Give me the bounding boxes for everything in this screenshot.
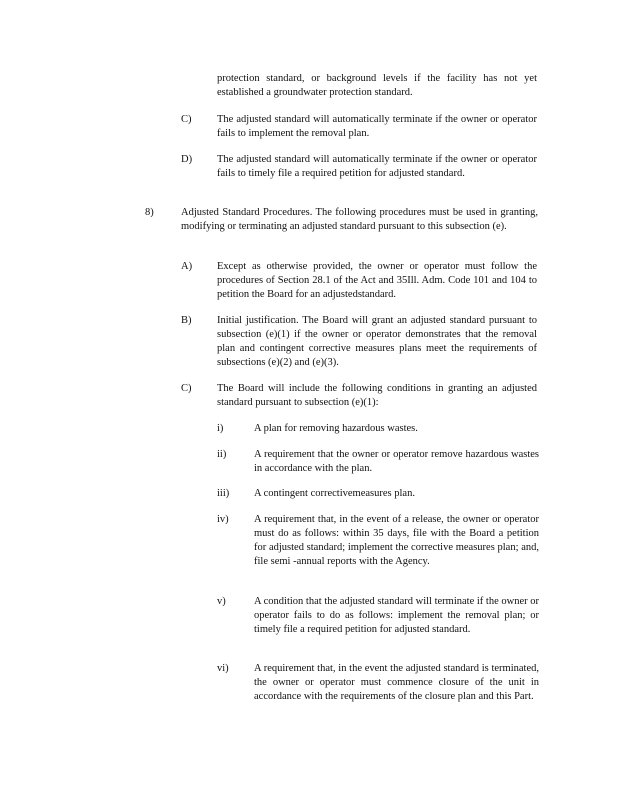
subitem-marker: iii) — [217, 488, 230, 499]
item-marker: C) — [181, 114, 192, 125]
subitem-text: A requirement that the owner or operator remove hazardous wastes in accordance with the plan. — [254, 449, 539, 474]
subitem-text: A condition that the adjusted standard will terminate if the owner or operator fails to do as follows: implement the removal plan; or timely file a required petition for adjusted standard. — [254, 596, 539, 635]
subitem-marker: v) — [217, 596, 226, 607]
subitem-marker: ii) — [217, 449, 227, 460]
item-text: The adjusted standard will automatically terminate if the owner or operator fails to implement the removal plan. — [217, 114, 537, 139]
subitem-text: A contingent correctivemeasures plan. — [254, 488, 415, 499]
subitem-marker: iv) — [217, 514, 229, 525]
subitem-text: A requirement that, in the event of a release, the owner or operator must do as follows: within 35 days, file with the Board a petition for adjusted standard; implement the corrective measures plan; and, file semi -annual reports with the Agency. — [254, 514, 539, 567]
item-text: Except as otherwise provided, the owner or operator must follow the procedures of Section 28.1 of the Act and 35Ill. Adm. Code 101 and 104 to petition the Board for an adjustedstandard. — [217, 261, 537, 300]
item-marker: D) — [181, 154, 193, 165]
item-text: The Board will include the following conditions in granting an adjusted standard pursuant to subsection (e)(1): — [217, 383, 537, 408]
subitem-marker: i) — [217, 423, 224, 434]
subitem-text: A requirement that, in the event the adjusted standard is terminated, the owner or operator must commence closure of the unit in accordance with the requirements of the closure plan and this Part. — [254, 663, 539, 702]
item-marker: C) — [181, 383, 192, 394]
section-text: Adjusted Standard Procedures. The following procedures must be used in granting, modifying or terminating an adjusted standard pursuant to this subsection (e). — [181, 207, 538, 232]
item-marker: A) — [181, 261, 193, 272]
subitem-text: A plan for removing hazardous wastes. — [254, 423, 418, 434]
item-marker: B) — [181, 315, 192, 326]
continuation-paragraph: protection standard, or background levels if the facility has not yet established a groundwater protection standard. — [217, 73, 537, 98]
section-marker: 8) — [145, 207, 154, 218]
subitem-marker: vi) — [217, 663, 229, 674]
item-text: The adjusted standard will automatically terminate if the owner or operator fails to timely file a required petition for adjusted standard. — [217, 154, 537, 179]
item-text: Initial justification. The Board will grant an adjusted standard pursuant to subsection (e)(1) if the owner or operator demonstrates that the removal plan and contingent corrective measures plans meet the requirements of subsections (e)(2) and (e)(3). — [217, 315, 537, 368]
